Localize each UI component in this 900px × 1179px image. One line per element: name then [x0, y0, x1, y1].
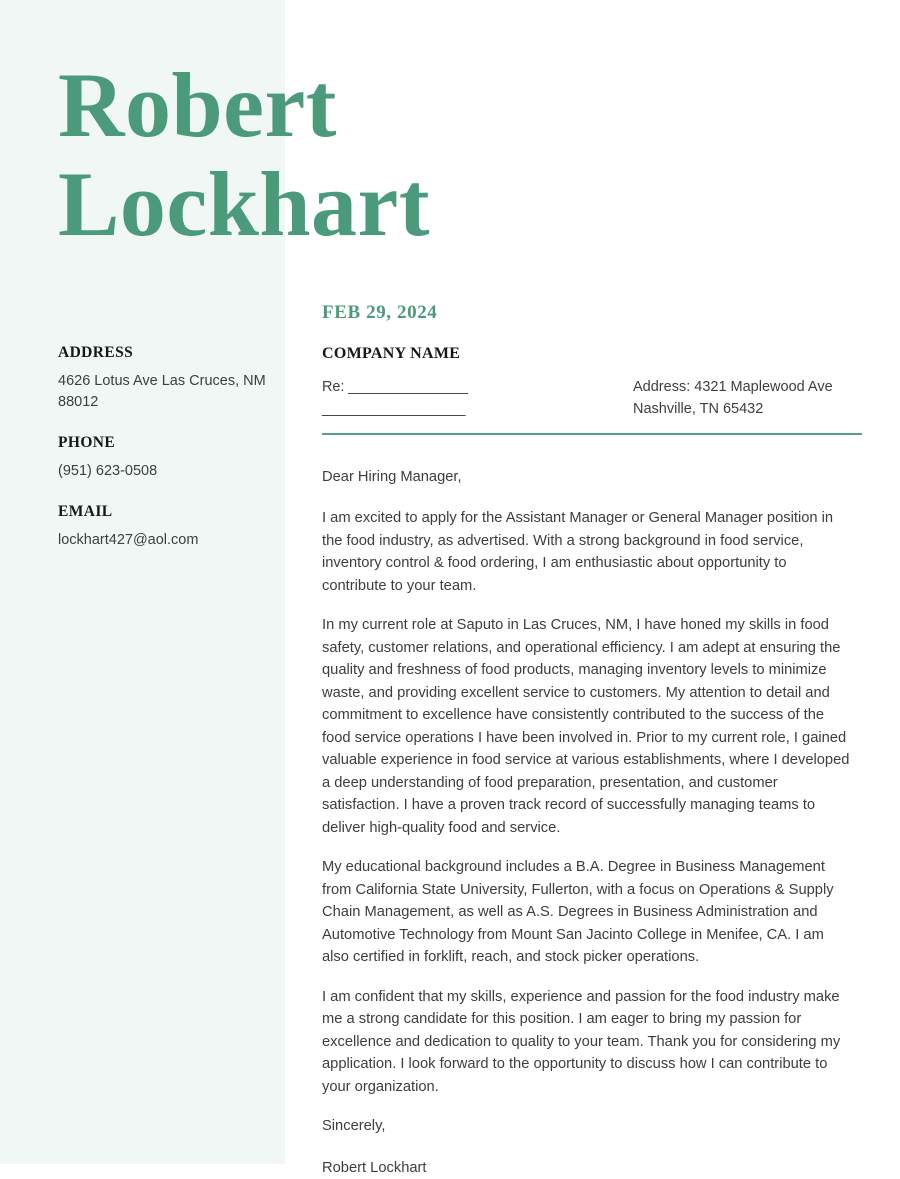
company-name-heading: COMPANY NAME — [322, 345, 461, 362]
contact-group-phone — [58, 434, 273, 482]
salutation: Dear Hiring Manager, — [322, 469, 462, 485]
header-divider-rule — [322, 433, 862, 435]
body-paragraph-3: My educational background includes a B.A. Degree in Business Management from California State University, Fullerton, with a focus on Operations & Supply Chain Management, as well as A.S. Degrees in Business Administration and Automotive Technology from Mount San Jacinto College in Menifee, CA. I am also certified in forklift, reach, and stock picker operations. — [322, 859, 834, 966]
contact-label-address: ADDRESS — [58, 344, 134, 361]
contact-value-email: lockhart427@aol.com — [58, 532, 199, 549]
re-subject-block — [322, 377, 572, 421]
contact-group-address — [58, 344, 273, 413]
recipient-address-line-2: Nashville, TN 65432 — [633, 400, 764, 417]
last-name: Lockhart — [58, 153, 430, 256]
first-name: Robert — [58, 54, 337, 156]
contact-value-phone: (951) 623-0508 — [58, 463, 158, 480]
re-line-first: Re: _______________ — [322, 379, 468, 395]
contact-details — [58, 344, 273, 572]
page-title — [58, 56, 678, 255]
contact-group-email — [58, 503, 273, 551]
body-paragraph-1: I am excited to apply for the Assistant Manager or General Manager position in the food industry, as advertised. With a strong background in food service, inventory control & food ordering, I am enthusiastic about opportunity to contribute to your team. — [322, 510, 834, 594]
letter-date: FEB 29, 2024 — [322, 302, 438, 323]
contact-label-phone: PHONE — [58, 434, 116, 452]
contact-value-address: 4626 Lotus Ave Las Cruces, NM 88012 — [58, 373, 266, 411]
re-line-second: __________________ — [322, 400, 466, 417]
letter-content — [322, 466, 854, 1179]
body-paragraph-2: In my current role at Saputo in Las Cruces, NM, I have honed my skills in food safety, customer relations, and operational efficiency. I am adept at ensuring the quality and freshness of food products, managing inventory levels to minimize waste, and providing excellent service to customers. My attention to detail and commitment to excellence have consistently contributed to the success of the food service operations I have been involved in. Prior to my current role, I gained valuable experience in food service at various establishments, where I developed a deep understanding of food preparation, presentation, and customer satisfaction. I have a proven track record of successfully managing teams to deliver high-quality food and service. — [322, 617, 850, 836]
body-paragraph-4: I am confident that my skills, experience and passion for the food industry make me a strong candidate for this position. I am eager to bring my passion for excellence and dedication to quality to your team. Thank you for considering my application. I look forward to the opportunity to discuss how I can contribute to your organization. — [322, 988, 841, 1095]
sign-off: Sincerely, — [322, 1118, 386, 1135]
recipient-address — [633, 377, 868, 421]
contact-label-email: EMAIL — [58, 503, 113, 521]
signature-name: Robert Lockhart — [322, 1159, 427, 1176]
recipient-address-line-1: Address: 4321 Maplewood Ave — [633, 379, 833, 395]
